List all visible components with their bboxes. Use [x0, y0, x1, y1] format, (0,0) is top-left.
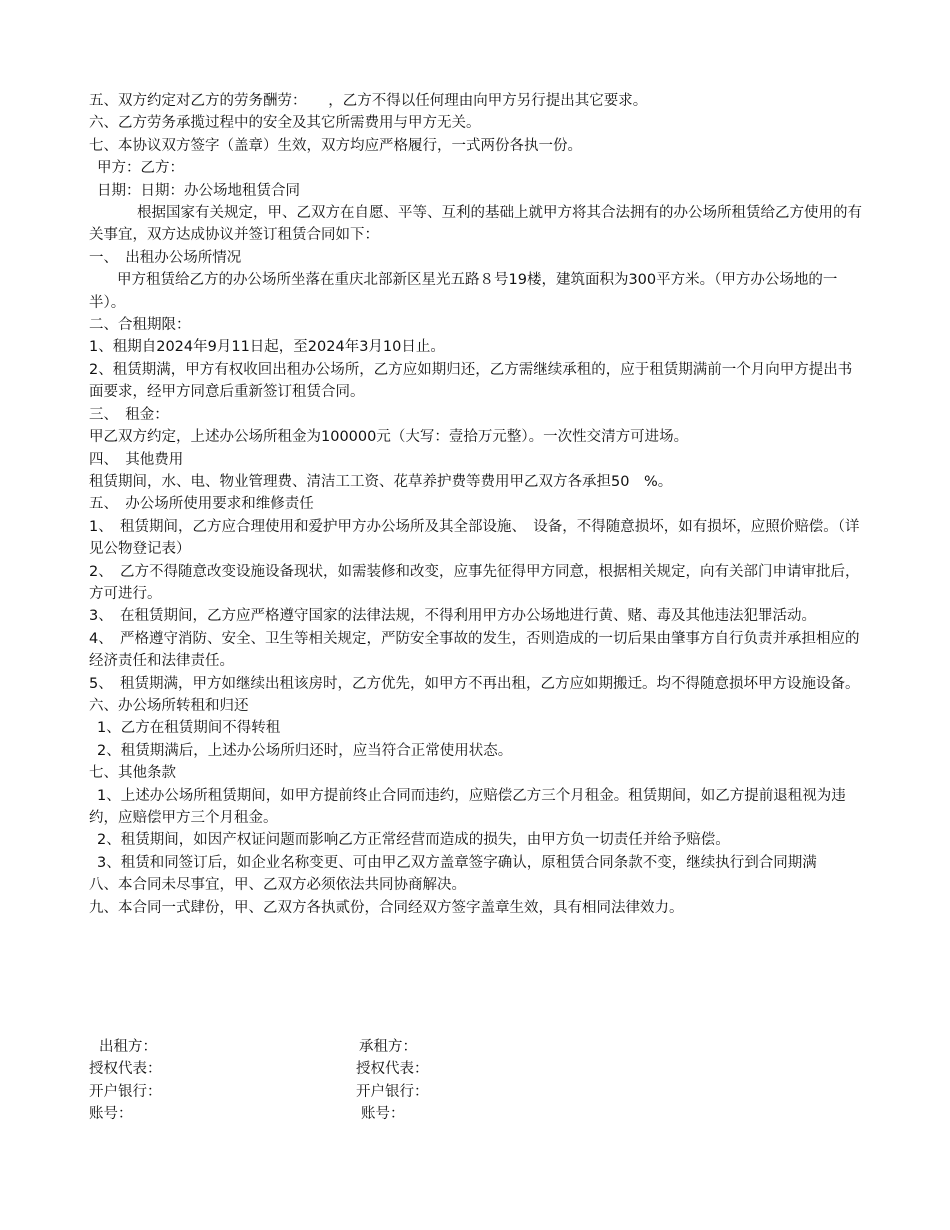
contract-line: 七、本协议双方签字（盖章）生效，双方均应严格履行，一式两份各执一份。 [89, 137, 582, 154]
lessee-bank-label: 开户银行： [356, 1083, 429, 1100]
lessee-label: 承租方： [359, 1039, 417, 1055]
contract-line: 日期：日期：办公场地租赁合同 [97, 182, 300, 199]
lessee-account-label: 账号： [361, 1106, 405, 1123]
lessor-label: 出租方： [99, 1039, 157, 1055]
contract-line: 四、 其他费用 [89, 451, 184, 468]
contract-line: 五、双方约定对乙方的劳务酬劳： ，乙方不得以任何理由向甲方另行提出其它要求。 [89, 93, 648, 109]
contract-line: 一、 出租办公场所情况 [89, 249, 242, 266]
contract-line: 1、乙方在租赁期间不得转租 [97, 720, 281, 737]
signature-row-representative [89, 1058, 864, 1080]
signature-row-parties [89, 1036, 864, 1058]
contract-line: 甲方租赁给乙方的办公场所坐落在重庆北部新区星光五路８号19楼，建筑面积为300平方米。（甲方办公场地的一半）。 [89, 272, 838, 311]
lessor-account-label: 账号： [89, 1106, 133, 1123]
contract-line: 七、其他条款 [89, 765, 176, 782]
signature-row-account [89, 1103, 864, 1125]
contract-line: 4、 严格遵守消防、安全、卫生等相关规定，严防安全事故的发生，否则造成的一切后果由肇事方自行负责并承担相应的经济责任和法律责任。 [89, 630, 860, 670]
contract-line: 3、 在租赁期间，乙方应严格遵守国家的法律法规，不得利用甲方办公场地进行黄、赌、毒及其他违法犯罪活动。 [89, 608, 816, 625]
signature-row-bank [89, 1081, 864, 1103]
contract-line: 租赁期间，水、电、物业管理费、清洁工工资、花草养护费等费用甲乙双方各承担50 %。 [89, 473, 673, 490]
contract-line: 八、本合同未尽事宜，甲、乙双方必须依法共同协商解决。 [89, 877, 466, 894]
contract-line: 1、租期自2024年9月11日起，至2024年3月10日止。 [89, 339, 445, 356]
contract-body [89, 90, 864, 919]
contract-line: 甲乙双方约定，上述办公场所租金为100000元（大写：壹拾万元整）。一次性交清方可进场。 [89, 429, 689, 446]
contract-line: 二、合租期限： [89, 317, 191, 334]
contract-line: 3、租赁和同签订后，如企业名称变更、可由甲乙双方盖章签字确认，原租赁合同条款不变，继续执行到合同期满 [97, 854, 817, 871]
lessor-bank-label: 开户银行： [89, 1083, 162, 1100]
contract-line: 根据国家有关规定，甲、乙双方在自愿、平等、互利的基础上就甲方将其合法拥有的办公场所租赁给乙方使用的有关事宜，双方达成协议并签订租赁合同如下： [89, 205, 862, 244]
signature-block [89, 1036, 864, 1126]
contract-line: 1、 租赁期间，乙方应合理使用和爱护甲方办公场所及其全部设施、 设备，不得随意损坏，如有损坏，应照价赔偿。（详见公物登记表） [89, 518, 860, 558]
contract-line: 九、本合同一式肆份，甲、乙双方各执贰份，合同经双方签字盖章生效，具有相同法律效力。 [89, 899, 684, 916]
contract-line: 2、租赁期间，如因产权证问题而影响乙方正常经营而造成的损失，由甲方负一切责任并给予赔偿。 [97, 832, 730, 849]
lessor-representative-label: 授权代表： [89, 1061, 162, 1078]
contract-line: 5、 租赁期满，甲方如继续出租该房时，乙方优先，如甲方不再出租，乙方应如期搬迁。均不得随意损坏甲方设施设备。 [89, 675, 860, 692]
contract-line: 三、 租金： [89, 406, 169, 423]
lessee-representative-label: 授权代表： [356, 1061, 429, 1078]
contract-line: 六、乙方劳务承揽过程中的安全及其它所需费用与甲方无关。 [89, 115, 481, 132]
contract-line: 2、租赁期满后，上述办公场所归还时，应当符合正常使用状态。 [97, 742, 513, 759]
contract-line: 2、租赁期满，甲方有权收回出租办公场所，乙方应如期归还，乙方需继续承租的，应于租赁期满前一个月向甲方提出书面要求，经甲方同意后重新签订租赁合同。 [89, 361, 853, 401]
contract-line: 2、 乙方不得随意改变设施设备现状，如需装修和改变，应事先征得甲方同意，根据相关规定，向有关部门申请审批后，方可进行。 [89, 563, 860, 602]
contract-line: 甲方：乙方： [97, 160, 184, 177]
contract-line: 五、 办公场所使用要求和维修责任 [89, 496, 314, 513]
contract-line: 1、上述办公场所租赁期间，如甲方提前终止合同而违约，应赔偿乙方三个月租金。租赁期间，如乙方提前退租视为违约，应赔偿甲方三个月租金。 [89, 787, 846, 826]
contract-line: 六、办公场所转租和归还 [89, 697, 249, 714]
